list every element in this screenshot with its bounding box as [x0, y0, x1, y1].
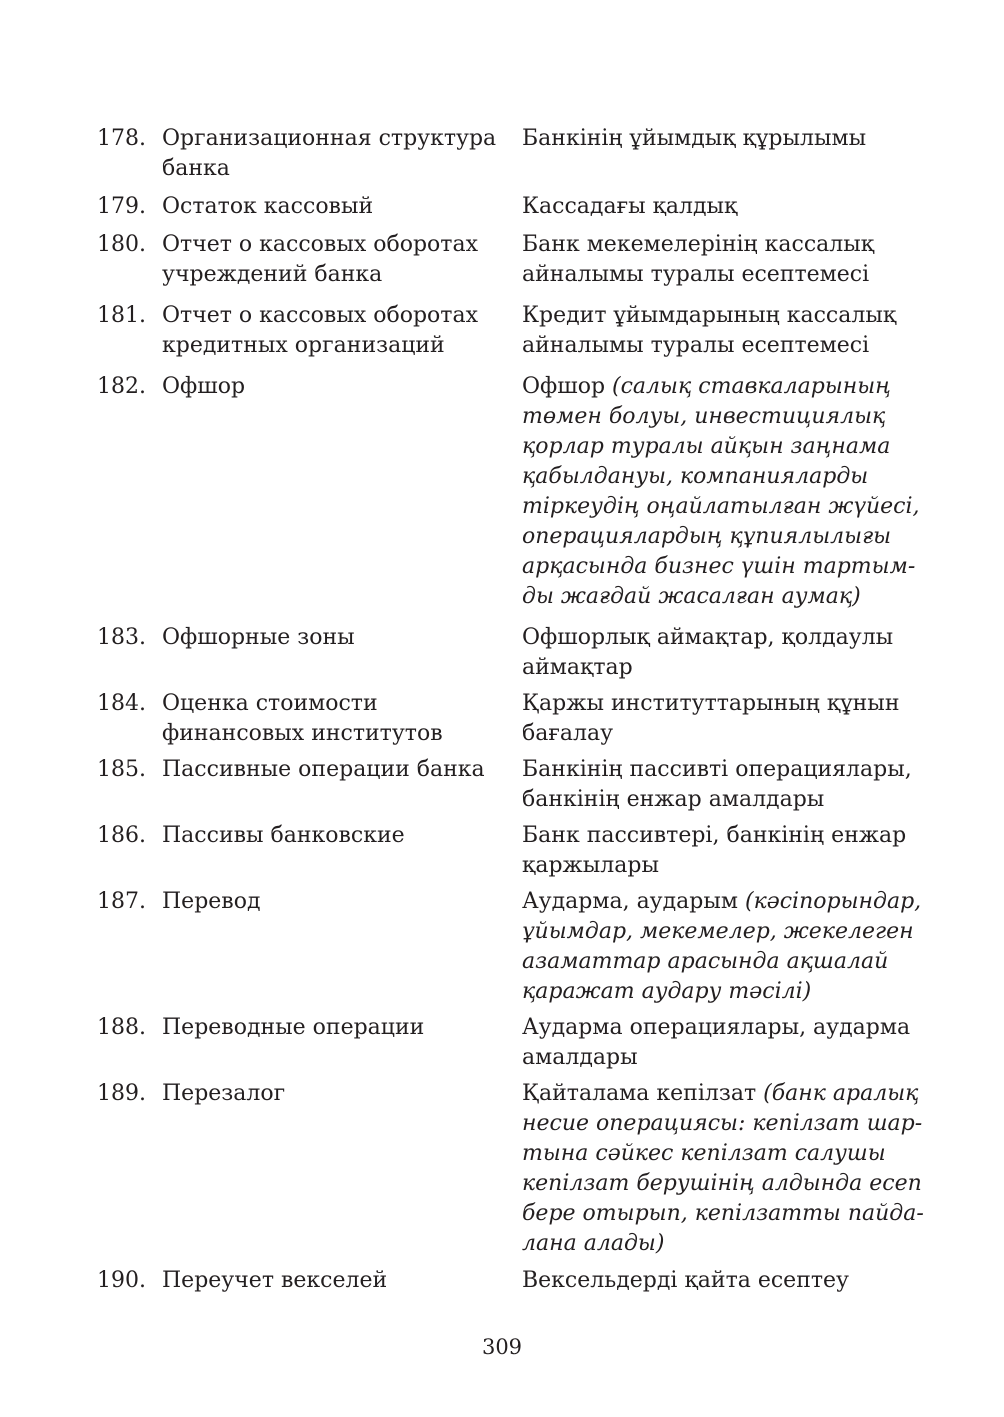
russian-term-line: Отчет о кассовых оборотах: [162, 303, 478, 328]
russian-term: [162, 301, 507, 361]
kazakh-translation: [522, 821, 917, 881]
kazakh-term: Аударма, аударым: [522, 889, 745, 914]
entry-number: 184.: [97, 691, 146, 716]
kazakh-translation-line: [522, 689, 917, 719]
kazakh-term: Офшорлық аймақтар, қолдаулы: [522, 625, 894, 650]
kazakh-translation-line: [522, 1169, 922, 1199]
entry-number: 179.: [97, 194, 146, 219]
kazakh-translation-line: [522, 653, 917, 683]
kazakh-note: операциялардың құпиялылығы: [522, 524, 892, 549]
kazakh-translation-line: [522, 1229, 917, 1259]
kazakh-translation: [522, 124, 917, 154]
kazakh-term: Қайталама кепілзат: [522, 1081, 764, 1106]
kazakh-note: кепілзат берушінің алдында есеп: [522, 1171, 922, 1196]
russian-term: [162, 821, 507, 851]
kazakh-note: тына сәйкес кепілзат салушы: [522, 1141, 886, 1166]
russian-term: [162, 755, 507, 785]
kazakh-note: ұйымдар, мекемелер, жекелеген: [522, 919, 914, 944]
kazakh-note: (кәсіпорындар,: [745, 889, 922, 914]
entry-number: 185.: [97, 757, 146, 782]
kazakh-translation-line: [522, 331, 917, 361]
entry-number: 187.: [97, 889, 146, 914]
kazakh-term: бағалау: [522, 721, 614, 746]
kazakh-term: Кассадағы қалдық: [522, 194, 738, 219]
kazakh-translation: [522, 689, 917, 749]
kazakh-term: Қаржы институттарының құнын: [522, 691, 900, 716]
kazakh-note: тіркеудің оңайлатылған жүйесі,: [522, 494, 920, 519]
kazakh-note: ды жағдай жасалған аумақ): [522, 584, 861, 609]
kazakh-translation-line: [522, 1013, 917, 1043]
kazakh-term: Банкінің ұйымдық құрылымы: [522, 126, 867, 151]
kazakh-translation-line: [522, 582, 917, 612]
kazakh-translation-line: [522, 1079, 917, 1109]
kazakh-note: несие операциясы: кепілзат шар-: [522, 1111, 923, 1136]
kazakh-note: лана алады): [522, 1231, 665, 1256]
russian-term: [162, 623, 507, 653]
kazakh-note: төмен болуы, инвестициялық: [522, 404, 886, 429]
kazakh-term: аймақтар: [522, 655, 633, 680]
kazakh-translation: [522, 1266, 917, 1296]
russian-term-line: Офшорные зоны: [162, 625, 355, 650]
kazakh-note: қабылдануы, компанияларды: [522, 464, 869, 489]
kazakh-translation: [522, 623, 917, 683]
kazakh-translation-line: [522, 947, 917, 977]
entry-number: 188.: [97, 1015, 146, 1040]
kazakh-translation-line: [522, 462, 917, 492]
russian-term-line: финансовых институтов: [162, 721, 443, 746]
kazakh-translation: [522, 192, 917, 222]
russian-term: [162, 1013, 507, 1043]
russian-term-line: Перезалог: [162, 1081, 286, 1106]
entry-number: 189.: [97, 1081, 146, 1106]
kazakh-translation-line: [522, 372, 917, 402]
entry-number: 181.: [97, 303, 146, 328]
russian-term-line: Перевод: [162, 889, 261, 914]
entry-number: 182.: [97, 374, 146, 399]
russian-term-line: кредитных организаций: [162, 333, 445, 358]
russian-term: [162, 230, 507, 290]
kazakh-term: банкінің енжар амалдары: [522, 787, 825, 812]
kazakh-translation-line: [522, 755, 917, 785]
kazakh-translation-line: [522, 821, 917, 851]
kazakh-translation-line: [522, 492, 920, 522]
russian-term-line: банка: [162, 156, 230, 181]
kazakh-term: Офшор: [522, 374, 613, 399]
kazakh-term: Банк пассивтері, банкінің енжар: [522, 823, 907, 848]
kazakh-term: Вексельдерді қайта есептеу: [522, 1268, 850, 1293]
kazakh-translation-line: [522, 887, 922, 917]
entry-number: 183.: [97, 625, 146, 650]
russian-term-line: Офшор: [162, 374, 246, 399]
kazakh-translation-line: [522, 124, 917, 154]
kazakh-term: айналымы туралы есептемесі: [522, 262, 870, 287]
kazakh-translation-line: [522, 1109, 923, 1139]
russian-term-line: Переводные операции: [162, 1015, 425, 1040]
kazakh-term: амалдары: [522, 1045, 638, 1070]
kazakh-translation: [522, 887, 922, 1007]
kazakh-translation-line: [522, 785, 917, 815]
kazakh-term: Аударма операциялары, аударма: [522, 1015, 911, 1040]
kazakh-translation: [522, 1079, 924, 1259]
russian-term-line: Отчет о кассовых оборотах: [162, 232, 478, 257]
russian-term-line: Переучет векселей: [162, 1268, 388, 1293]
kazakh-term: Банк мекемелерінің кассалық: [522, 232, 875, 257]
page-number: 309: [481, 1335, 523, 1359]
kazakh-term: Кредит ұйымдарының кассалық: [522, 303, 897, 328]
kazakh-translation: [522, 230, 917, 290]
kazakh-translation-line: [522, 623, 917, 653]
kazakh-translation-line: [522, 402, 917, 432]
kazakh-translation-line: [522, 719, 917, 749]
russian-term: [162, 1079, 507, 1109]
kazakh-translation-line: [522, 1199, 924, 1229]
kazakh-translation-line: [522, 1139, 917, 1169]
russian-term-line: Оценка стоимости: [162, 691, 378, 716]
kazakh-translation: [522, 1013, 917, 1073]
kazakh-term: Банкінің пассивті операциялары,: [522, 757, 912, 782]
kazakh-translation-line: [522, 851, 917, 881]
russian-term: [162, 887, 507, 917]
kazakh-translation-line: [522, 522, 917, 552]
kazakh-translation-line: [522, 917, 917, 947]
russian-term: [162, 124, 507, 184]
kazakh-translation: [522, 755, 917, 815]
russian-term-line: Пассивы банковские: [162, 823, 405, 848]
russian-term-line: учреждений банка: [162, 262, 383, 287]
kazakh-translation: [522, 301, 917, 361]
entry-number: 180.: [97, 232, 146, 257]
kazakh-note: бере отырып, кепілзатты пайда-: [522, 1201, 924, 1226]
russian-term: [162, 372, 507, 402]
russian-term: [162, 192, 507, 222]
kazakh-translation: [522, 372, 920, 612]
kazakh-note: (банк аралық: [763, 1081, 919, 1106]
kazakh-term: айналымы туралы есептемесі: [522, 333, 870, 358]
kazakh-term: қаржылары: [522, 853, 659, 878]
entry-number: 186.: [97, 823, 146, 848]
kazakh-note: қаражат аудару тәсілі): [522, 979, 812, 1004]
russian-term: [162, 689, 507, 749]
kazakh-translation-line: [522, 260, 917, 290]
russian-term-line: Организационная структура: [162, 126, 497, 151]
kazakh-translation-line: [522, 977, 917, 1007]
entry-number: 178.: [97, 126, 146, 151]
kazakh-translation-line: [522, 552, 917, 582]
kazakh-translation-line: [522, 1043, 917, 1073]
russian-term-line: Остаток кассовый: [162, 194, 374, 219]
kazakh-note: арқасында бизнес үшін тартым-: [522, 554, 916, 579]
kazakh-note: қорлар туралы айқын заңнама: [522, 434, 891, 459]
kazakh-translation-line: [522, 230, 917, 260]
kazakh-note: азаматтар арасында ақшалай: [522, 949, 889, 974]
kazakh-translation-line: [522, 1266, 917, 1296]
kazakh-note: (салық ставкаларының: [612, 374, 891, 399]
kazakh-translation-line: [522, 192, 917, 222]
kazakh-translation-line: [522, 301, 917, 331]
entry-number: 190.: [97, 1268, 146, 1293]
kazakh-translation-line: [522, 432, 917, 462]
russian-term-line: Пассивные операции банка: [162, 757, 485, 782]
russian-term: [162, 1266, 507, 1296]
